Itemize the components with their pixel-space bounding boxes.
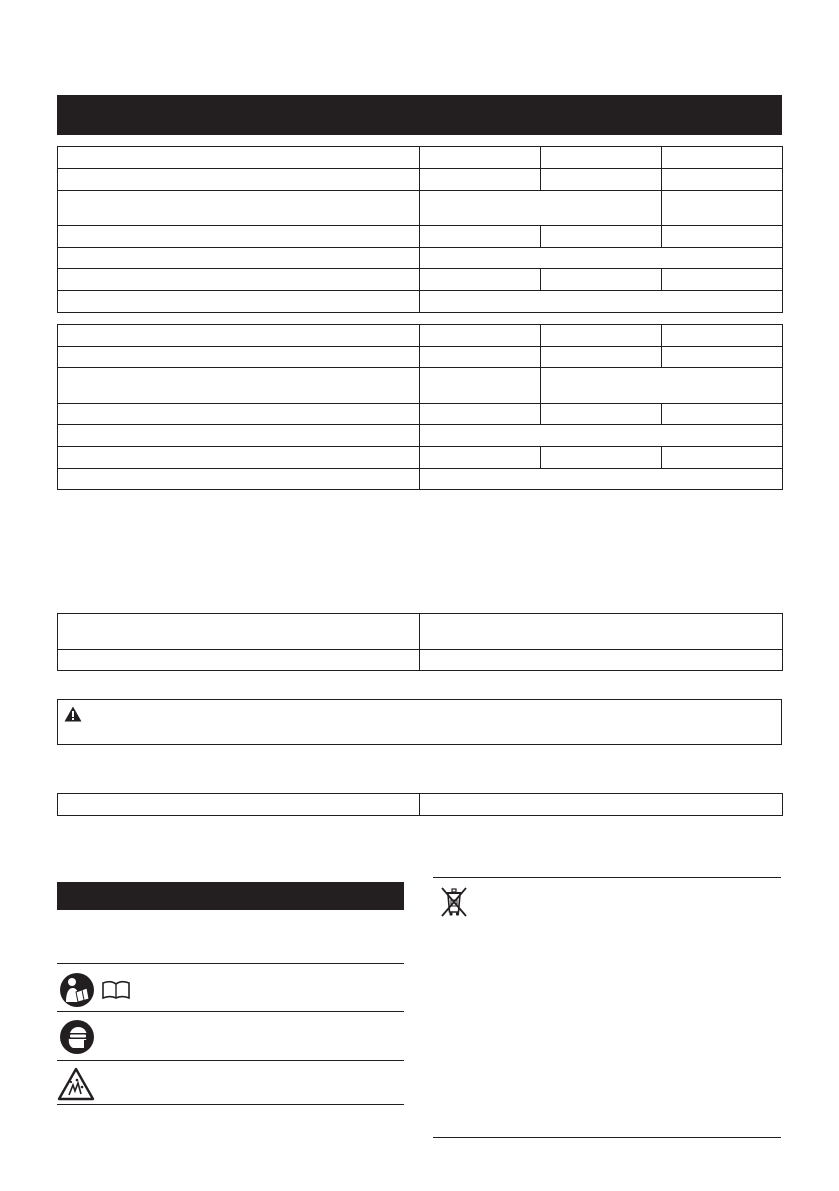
table-cell bbox=[58, 191, 420, 226]
divider bbox=[433, 1137, 781, 1138]
table-cell bbox=[541, 226, 662, 248]
table-cell bbox=[541, 347, 662, 368]
table-cell bbox=[420, 325, 541, 347]
table-cell bbox=[541, 325, 662, 347]
table-cell bbox=[420, 269, 541, 291]
table-cell bbox=[541, 269, 662, 291]
table-cell bbox=[541, 404, 662, 425]
divider bbox=[433, 877, 781, 878]
table-cell bbox=[541, 169, 662, 191]
table-row bbox=[58, 425, 783, 447]
table-row bbox=[58, 368, 783, 404]
table-cell bbox=[58, 614, 420, 650]
specifications-table-1 bbox=[57, 146, 783, 313]
divider bbox=[57, 963, 404, 964]
table-row bbox=[58, 169, 783, 191]
table-cell bbox=[420, 404, 541, 425]
table-row bbox=[58, 469, 783, 490]
table-cell bbox=[420, 650, 783, 671]
table-cell bbox=[58, 794, 420, 816]
table-row bbox=[58, 191, 783, 226]
table-cell bbox=[58, 404, 420, 425]
table-row bbox=[58, 650, 783, 671]
table-cell bbox=[58, 226, 420, 248]
table-cell bbox=[541, 447, 662, 469]
table-cell bbox=[58, 269, 420, 291]
table-cell bbox=[420, 447, 541, 469]
table-cell bbox=[420, 347, 541, 368]
table-cell bbox=[420, 368, 541, 404]
table-row bbox=[58, 147, 783, 169]
table-cell bbox=[58, 469, 420, 490]
table-cell bbox=[662, 147, 783, 169]
table-cell bbox=[662, 269, 783, 291]
vibration-table bbox=[57, 613, 783, 671]
table-cell bbox=[662, 347, 783, 368]
read-manual-icon bbox=[59, 972, 95, 1008]
table-cell bbox=[58, 425, 420, 447]
table-row bbox=[58, 291, 783, 313]
table-row bbox=[58, 447, 783, 469]
divider bbox=[57, 1104, 404, 1105]
table-cell bbox=[662, 447, 783, 469]
symbols-section-header bbox=[57, 882, 404, 910]
table-cell bbox=[58, 248, 420, 269]
book-icon bbox=[101, 980, 131, 1000]
section-header-bar bbox=[57, 95, 782, 135]
warning-box bbox=[57, 699, 782, 745]
flying-debris-icon bbox=[57, 1067, 95, 1101]
table-cell bbox=[420, 469, 783, 490]
table-cell bbox=[662, 191, 783, 226]
table-cell bbox=[420, 425, 783, 447]
table-cell bbox=[662, 404, 783, 425]
table-cell bbox=[662, 325, 783, 347]
table-cell bbox=[662, 169, 783, 191]
warning-triangle-icon bbox=[64, 706, 82, 722]
table-cell bbox=[662, 226, 783, 248]
table-cell bbox=[420, 169, 541, 191]
table-cell bbox=[541, 368, 783, 404]
table-row bbox=[58, 226, 783, 248]
table-cell bbox=[420, 291, 783, 313]
table-cell bbox=[58, 325, 420, 347]
table-row bbox=[58, 325, 783, 347]
table-cell bbox=[541, 147, 662, 169]
divider bbox=[57, 1060, 404, 1061]
table-cell bbox=[420, 248, 783, 269]
eye-protection-icon bbox=[59, 1019, 95, 1055]
table-row bbox=[58, 794, 783, 816]
table-cell bbox=[420, 191, 662, 226]
table-cell bbox=[58, 147, 420, 169]
table-row bbox=[58, 248, 783, 269]
table-cell bbox=[420, 226, 541, 248]
table-cell bbox=[420, 794, 783, 816]
table-row bbox=[58, 347, 783, 368]
table-cell bbox=[58, 650, 420, 671]
table-cell bbox=[58, 447, 420, 469]
table-cell bbox=[58, 169, 420, 191]
table-cell bbox=[420, 614, 783, 650]
table-row bbox=[58, 614, 783, 650]
divider bbox=[57, 1011, 404, 1012]
specifications-table-2 bbox=[57, 324, 783, 490]
table-cell bbox=[58, 368, 420, 404]
table-cell bbox=[58, 291, 420, 313]
table-row bbox=[58, 404, 783, 425]
noise-table bbox=[57, 793, 783, 816]
table-cell bbox=[420, 147, 541, 169]
table-row bbox=[58, 269, 783, 291]
crossed-bin-icon bbox=[438, 885, 470, 919]
table-cell bbox=[58, 347, 420, 368]
